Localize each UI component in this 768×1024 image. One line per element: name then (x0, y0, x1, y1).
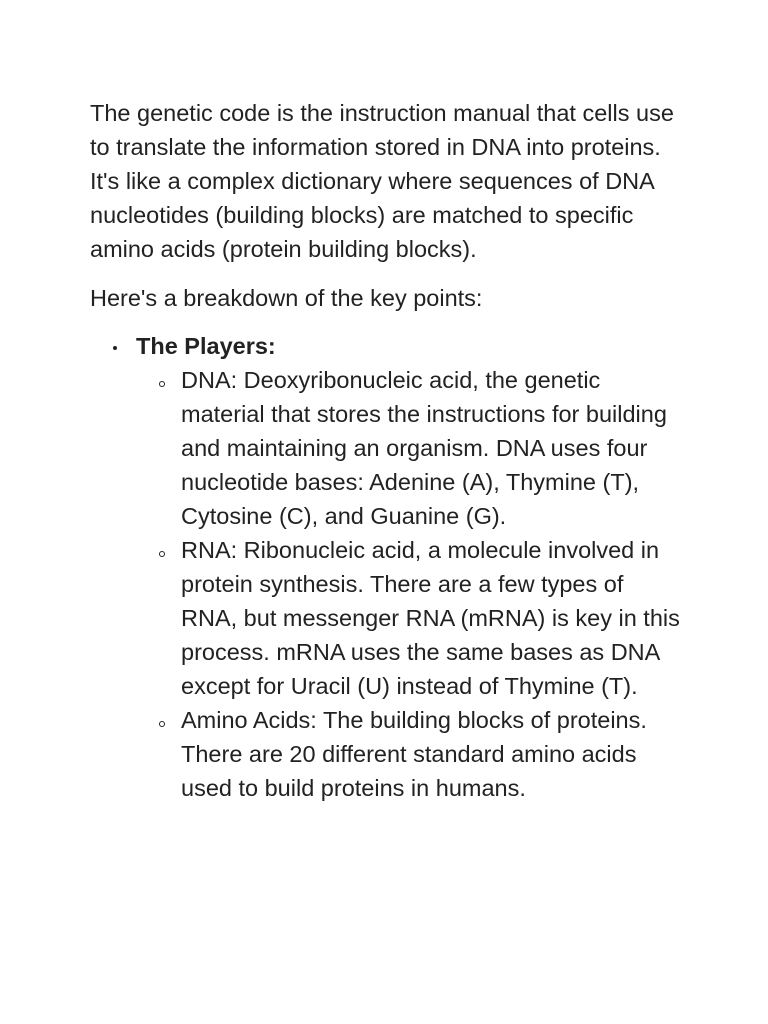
list-item-dna (136, 363, 680, 533)
list-item-rna (136, 533, 680, 703)
key-points-list (90, 329, 680, 805)
circle-bullet-icon (159, 721, 165, 727)
circle-bullet-icon (159, 381, 165, 387)
list-item-text: DNA: Deoxyribonucleic acid, the genetic material that stores the instructions for building and maintaining an organism. DNA uses four nucleotide bases: Adenine (A), Thymine (T), Cytosine (C), and Guanine (G). (181, 367, 667, 529)
circle-bullet-icon (159, 551, 165, 557)
section-heading: The Players: (136, 333, 276, 359)
list-item-text: RNA: Ribonucleic acid, a molecule involved in protein synthesis. There are a few types of RNA, but messenger RNA (mRNA) is key in this process. mRNA uses the same bases as DNA except for Uracil (U) instead of Thymine (T). (181, 537, 680, 699)
intro-paragraph: The genetic code is the instruction manual that cells use to translate the information stored in DNA into proteins. It's like a complex dictionary where sequences of DNA nucleotides (building blocks) are matched to specific amino acids (protein building blocks). (90, 100, 674, 262)
lead-in-paragraph: Here's a breakdown of the key points: (90, 285, 483, 311)
document-body (90, 96, 680, 805)
list-item-amino-acids (136, 703, 680, 805)
players-sublist (136, 363, 680, 805)
list-item-players (90, 329, 680, 805)
bullet-icon (113, 346, 117, 350)
list-item-text: Amino Acids: The building blocks of proteins. There are 20 different standard amino acids used to build proteins in humans. (181, 707, 647, 801)
